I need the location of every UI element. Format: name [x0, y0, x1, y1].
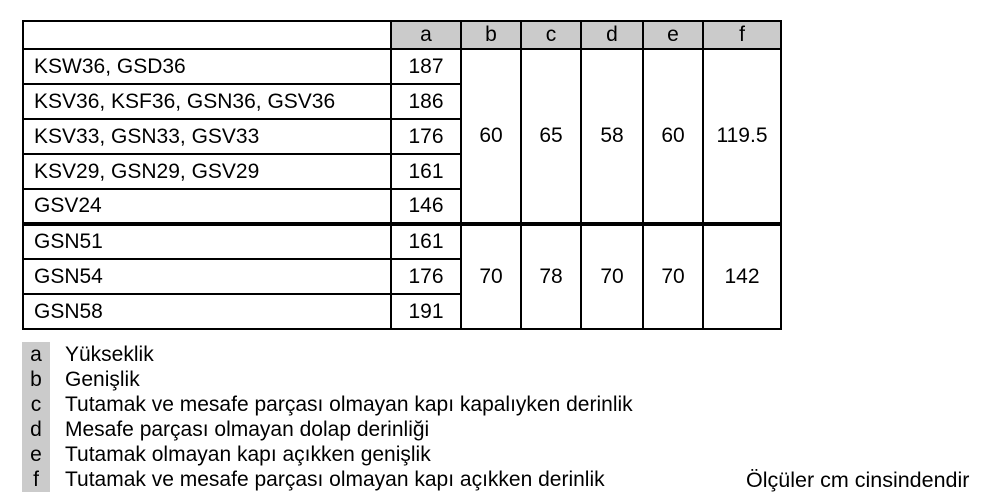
model-names: KSW36, GSD36 — [23, 49, 391, 84]
shared-value-f: 119.5 — [703, 49, 781, 224]
shared-value-d: 70 — [581, 224, 643, 329]
shared-value-e: 70 — [643, 224, 703, 329]
dimensions-table — [22, 20, 782, 330]
legend-item — [22, 367, 633, 392]
legend-key: c — [30, 392, 42, 416]
legend-key: b — [30, 367, 42, 391]
legend-item — [22, 442, 633, 467]
value-a: 176 — [391, 259, 461, 294]
value-a: 161 — [391, 224, 461, 259]
legend-label: Tutamak ve mesafe parçası olmayan kapı açıkken derinlik — [65, 467, 605, 491]
shared-value-e: 60 — [643, 49, 703, 224]
value-a: 187 — [391, 49, 461, 84]
legend-label: Mesafe parçası olmayan dolap derinliği — [65, 417, 430, 441]
shared-value-c: 78 — [521, 224, 581, 329]
legend-key: e — [30, 442, 42, 466]
legend-key: d — [30, 417, 42, 441]
col-header-f: f — [703, 21, 781, 49]
table-row — [23, 49, 781, 84]
legend-item — [22, 342, 633, 367]
model-names: GSN54 — [23, 259, 391, 294]
legend-key: a — [30, 342, 42, 366]
model-names: GSV24 — [23, 189, 391, 224]
legend-item — [22, 392, 633, 417]
value-a: 176 — [391, 119, 461, 154]
value-a: 161 — [391, 154, 461, 189]
legend-label: Tutamak ve mesafe parçası olmayan kapı kapalıyken derinlik — [65, 392, 633, 416]
shared-value-d: 58 — [581, 49, 643, 224]
col-header-b: b — [461, 21, 521, 49]
legend-label: Tutamak olmayan kapı açıkken genişlik — [65, 442, 431, 466]
legend-key: f — [33, 467, 39, 491]
value-a: 146 — [391, 189, 461, 224]
legend-label: Genişlik — [65, 367, 140, 391]
model-names: GSN51 — [23, 224, 391, 259]
col-header-d: d — [581, 21, 643, 49]
table-header-row — [23, 21, 781, 49]
col-header-c: c — [521, 21, 581, 49]
shared-value-c: 65 — [521, 49, 581, 224]
corner-header-cell — [23, 21, 391, 49]
legend-label: Yükseklik — [65, 342, 154, 366]
legend — [22, 342, 633, 492]
col-header-a: a — [391, 21, 461, 49]
legend-item — [22, 417, 633, 442]
shared-value-b: 70 — [461, 224, 521, 329]
shared-value-b: 60 — [461, 49, 521, 224]
value-a: 191 — [391, 294, 461, 329]
legend-item — [22, 467, 633, 492]
table-row — [23, 224, 781, 259]
model-names: KSV29, GSN29, GSV29 — [23, 154, 391, 189]
value-a: 186 — [391, 84, 461, 119]
model-names: KSV36, KSF36, GSN36, GSV36 — [23, 84, 391, 119]
units-note: Ölçüler cm cinsindendir — [746, 468, 970, 492]
shared-value-f: 142 — [703, 224, 781, 329]
model-names: KSV33, GSN33, GSV33 — [23, 119, 391, 154]
col-header-e: e — [643, 21, 703, 49]
model-names: GSN58 — [23, 294, 391, 329]
